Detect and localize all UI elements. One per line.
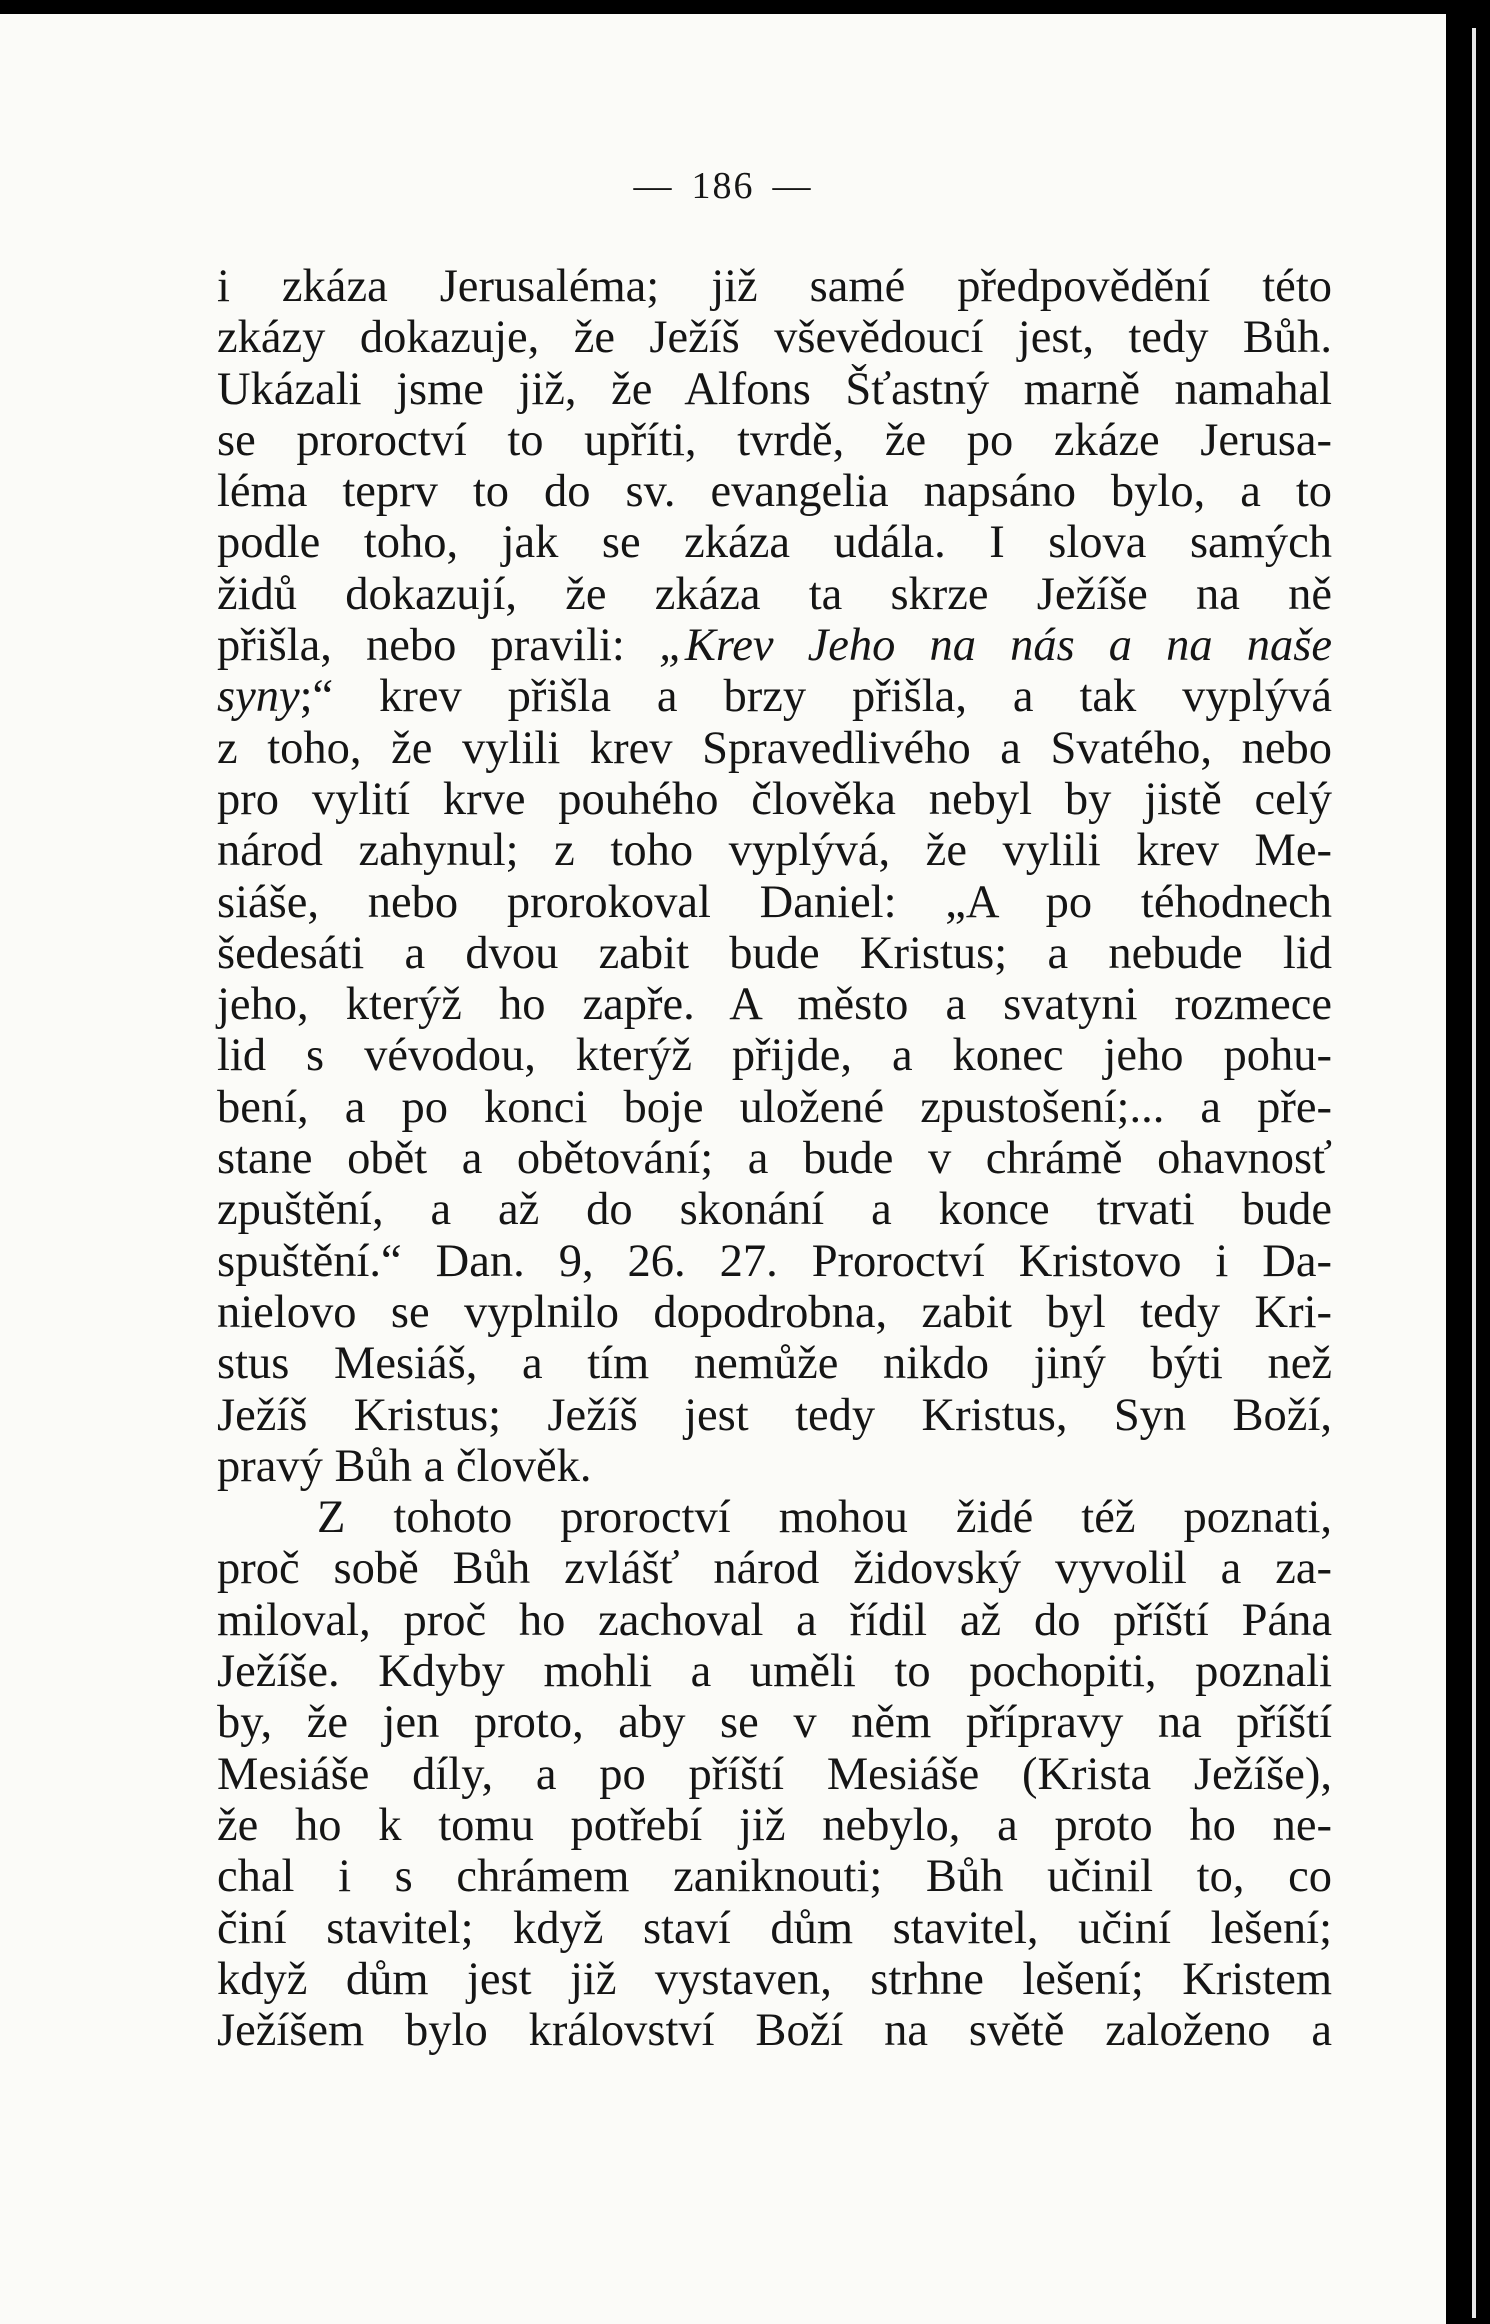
text-line: Z tohoto proroctví mohou židé též poznati,: [317, 1492, 1332, 1544]
text-line: Ježíše. Kdyby mohli a uměli to pochopiti, poznali: [217, 1646, 1332, 1698]
text-line: když dům jest již vystaven, strhne lešení; Kristem: [217, 1953, 1332, 2005]
text-line: nielovo se vyplnilo dopodrobna, zabit byl tedy Kri-: [217, 1286, 1332, 1338]
text-line: pro vylití krve pouhého člověka nebyl by jistě celý: [217, 773, 1332, 825]
text-line: židů dokazují, že zkáza ta skrze Ježíše na ně: [217, 568, 1332, 620]
text-line: [217, 620, 1332, 671]
text-line: Mesiáše díly, a po příští Mesiáše (Krista Ježíše),: [217, 1748, 1332, 1800]
text-line: [217, 671, 1332, 722]
text-line: zkázy dokazuje, že Ježíš vševědoucí jest, tedy Bůh.: [217, 312, 1332, 364]
text-line: siáše, nebo prorokoval Daniel: „A po téhodnech: [217, 876, 1332, 928]
text-line: stane obět a obětování; a bude v chrámě ohavnosť: [217, 1133, 1332, 1185]
text-segment: přišla, nebo pravili:: [217, 620, 659, 672]
text-line: zpuštění, a až do skonání a konce trvati bude: [217, 1184, 1332, 1236]
book-page: [0, 14, 1446, 2324]
text-line: spuštění.“ Dan. 9, 26. 27. Proroctví Kristovo i Da-: [217, 1235, 1332, 1287]
text-line: Ukázali jsme již, že Alfons Šťastný marně namahal: [217, 363, 1332, 415]
text-line: Ježíš Kristus; Ježíš jest tedy Kristus, Syn Boží,: [217, 1389, 1332, 1441]
text-line: z toho, že vylili krev Spravedlivého a Svatého, nebo: [217, 722, 1332, 774]
text-line: Ježíšem bylo království Boží na světě založeno a: [217, 2005, 1332, 2057]
text-line: i zkáza Jerusaléma; již samé předpovědění této: [217, 261, 1332, 312]
text-line: bení, a po konci boje uložené zpustošení;... a pře-: [217, 1081, 1332, 1133]
body-text: [217, 261, 1332, 2056]
text-line: že ho k tomu potřebí již nebylo, a proto ho ne-: [217, 1799, 1332, 1851]
quote-italic: „Krev Jeho na nás a na naše: [658, 620, 1332, 672]
header-dash-left: —: [633, 165, 674, 207]
text-line: činí stavitel; když staví dům stavitel, učiní lešení;: [217, 1902, 1332, 1954]
text-segment: ;“ krev přišla a brzy přišla, a tak vyplývá: [299, 671, 1332, 723]
page-header: [0, 164, 1446, 208]
text-line: stus Mesiáš, a tím nemůže nikdo jiný býti než: [217, 1338, 1332, 1390]
text-line: by, že jen proto, aby se v něm přípravy na příští: [217, 1697, 1332, 1749]
quote-italic: syny: [217, 671, 300, 723]
text-line: jeho, kterýž ho zapře. A město a svatyni rozmece: [217, 979, 1332, 1031]
page-number: 186: [691, 165, 755, 207]
text-line: lid s vévodou, kterýž přijde, a konec jeho pohu-: [217, 1030, 1332, 1082]
text-line: podle toho, jak se zkáza udála. I slova samých: [217, 517, 1332, 569]
text-line: pravý Bůh a člověk.: [217, 1440, 592, 1492]
text-line: se proroctví to upříti, tvrdě, že po zkáze Jerusa-: [217, 414, 1332, 466]
text-line: šedesáti a dvou zabit bude Kristus; a nebude lid: [217, 927, 1332, 979]
text-line: léma teprv to do sv. evangelia napsáno bylo, a to: [217, 466, 1332, 518]
scan-edge: [1446, 0, 1490, 2324]
text-line: miloval, proč ho zachoval a řídil až do příští Pána: [217, 1594, 1332, 1646]
scan-edge-strip: [1472, 28, 1476, 2318]
text-line: národ zahynul; z toho vyplývá, že vylili krev Me-: [217, 825, 1332, 877]
text-line: proč sobě Bůh zvlášť národ židovský vyvolil a za-: [217, 1543, 1332, 1595]
text-line: chal i s chrámem zaniknouti; Bůh učinil to, co: [217, 1851, 1332, 1903]
header-dash-right: —: [772, 165, 813, 207]
